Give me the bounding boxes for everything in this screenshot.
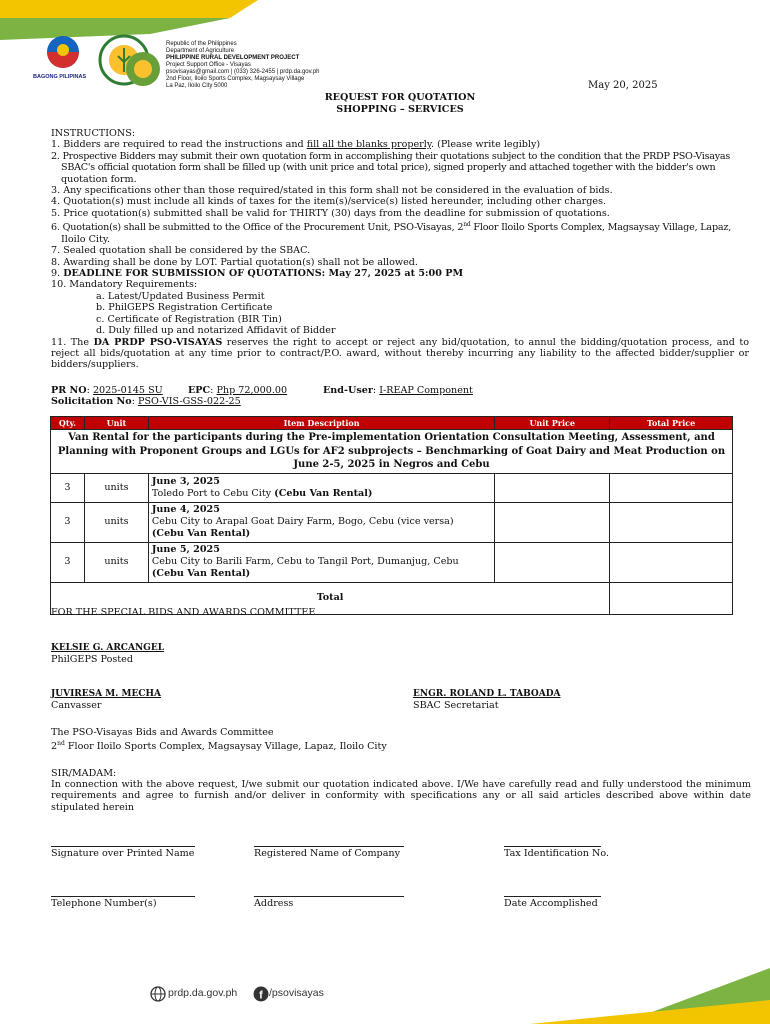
- end-user: End-User: I-REAP Component: [323, 385, 473, 396]
- total-label: Total: [51, 582, 610, 614]
- row-description: June 3, 2025 Toledo Port to Cebu City (Cebu Van Rental): [148, 473, 494, 502]
- svg-text:f: f: [259, 989, 263, 1002]
- lot-description: Van Rental for the participants during the Pre-implementation Orientation Consultation Meeting, Assessment, and Planning with Proponent Groups and LGUs for AF2 subprojects – Benchmarking of Goat Dairy and Meat Production on June 2-5, 2025 in Negros and Cebu: [51, 430, 733, 474]
- document-date: May 20, 2025: [588, 80, 658, 91]
- instruction-2-end: quotation form.: [61, 173, 137, 185]
- tin-field-label: Tax Identification No.: [504, 848, 610, 859]
- instruction-10: 10. Mandatory Requirements:: [51, 279, 198, 291]
- facebook-icon: [253, 986, 269, 1002]
- company-field-label: Registered Name of Company: [254, 848, 401, 859]
- requirement-item: c. Certificate of Registration (BIR Tin): [96, 313, 282, 325]
- signature-line[interactable]: [51, 846, 195, 847]
- signatory-name: KELSIE G. ARCANGEL: [51, 643, 165, 653]
- row-description: June 4, 2025 Cebu City to Arapal Goat Dairy Farm, Bogo, Cebu (vice versa) (Cebu Van Rental): [148, 502, 494, 542]
- row-qty: 3: [51, 542, 85, 582]
- tin-line[interactable]: [504, 846, 601, 847]
- col-qty: Qty.: [51, 417, 85, 430]
- requirement-item: a. Latest/Updated Business Permit: [96, 290, 265, 302]
- row-unit-price[interactable]: [495, 542, 610, 582]
- col-description: Item Description: [148, 417, 494, 430]
- table-row: [51, 473, 733, 502]
- row-total-price[interactable]: [610, 542, 733, 582]
- row-description: June 5, 2025 Cebu City to Barili Farm, Cebu to Tangil Port, Dumanjug, Cebu (Cebu Van Rental): [148, 542, 494, 582]
- solicitation-number: Solicitation No: PSO-VIS-GSS-022-25: [51, 396, 241, 407]
- instruction-2-cont: SBAC's official quotation form shall be filled up (with unit price and total price), signed properly and attached together with the bidder's own: [61, 162, 716, 174]
- row-qty: 3: [51, 473, 85, 502]
- signatory-name: JUVIRESA M. MECHA: [51, 689, 161, 699]
- row-unit: units: [84, 502, 148, 542]
- total-value[interactable]: [610, 582, 733, 614]
- row-unit-price[interactable]: [495, 473, 610, 502]
- col-unit: Unit: [84, 417, 148, 430]
- col-unit-price: Unit Price: [495, 417, 610, 430]
- instructions: [51, 128, 749, 371]
- instructions-heading: INSTRUCTIONS:: [51, 128, 136, 139]
- signatory-role: PhilGEPS Posted: [51, 654, 133, 665]
- bagong-pilipinas-logo: [33, 34, 93, 78]
- globe-icon: [150, 986, 166, 1002]
- epc: EPC: Php 72,000.00: [188, 385, 288, 396]
- row-qty: 3: [51, 502, 85, 542]
- prdp-logo: [117, 50, 169, 88]
- row-unit: units: [84, 542, 148, 582]
- recipient-address: The PSO-Visayas Bids and Awards Committee 2nd Floor Iloilo Sports Complex, Magsaysay Village, Lapaz, Iloilo City: [51, 727, 387, 753]
- instruction-8: 8. Awarding shall be done by LOT. Partial quotation(s) shall not be allowed.: [51, 256, 418, 268]
- signature-field-label: Signature over Printed Name: [51, 848, 195, 859]
- signatory-role: SBAC Secretariat: [413, 700, 499, 711]
- signatory-role: Canvasser: [51, 700, 102, 711]
- instruction-3: 3. Any specifications other than those required/stated in this form shall not be considered in the evaluation of bids.: [51, 185, 613, 197]
- col-total-price: Total Price: [610, 417, 733, 430]
- row-total-price[interactable]: [610, 502, 733, 542]
- bagong-pilipinas-text: BAGONG PILIPINAS: [33, 74, 87, 80]
- signatory-name: ENGR. ROLAND L. TABOADA: [413, 689, 561, 699]
- date-field-label: Date Accomplished: [504, 898, 598, 909]
- row-unit: units: [84, 473, 148, 502]
- instruction-2: 2. Prospective Bidders may submit their own quotation form in accomplishing their quotations subject to the condition that the PRDP PSO-Visayas: [51, 150, 731, 162]
- address-field-label: Address: [254, 898, 294, 909]
- bottom-right-corner-decoration: [530, 960, 770, 1024]
- telephone-field-label: Telephone Number(s): [51, 898, 157, 909]
- table-header-row: [51, 417, 733, 430]
- instruction-7: 7. Sealed quotation shall be considered by the SBAC.: [51, 245, 311, 257]
- pr-number: PR NO: 2025-0145 SU: [51, 385, 163, 396]
- address-line[interactable]: [254, 896, 404, 897]
- salutation: SIR/MADAM:: [51, 768, 117, 779]
- items-table: [50, 416, 733, 615]
- agency-header: Republic of the Philippines Department of Agriculture PHILIPPINE RURAL DEVELOPMENT PROJECT Project Support Office - Visayas psovisayas@gmail.com | (033) 326-2455 | prdp.da.gov.ph 2nd Floor, Iloilo Sports Complex, Magsaysay Village La Paz, Iloilo City 5000: [166, 41, 320, 89]
- committee-label: FOR THE SPECIAL BIDS AND AWARDS COMMITTEE: [51, 607, 316, 618]
- page-subtitle: SHOPPING – SERVICES: [336, 104, 464, 115]
- lot-row: [51, 430, 733, 474]
- footer-website[interactable]: prdp.da.gov.ph: [168, 987, 238, 999]
- instruction-5: 5. Price quotation(s) submitted shall be valid for THIRTY (30) days from the deadline for submission of quotations.: [51, 207, 610, 219]
- date-line[interactable]: [504, 896, 601, 897]
- instruction-6-cont: Iloilo City.: [61, 233, 111, 245]
- row-unit-price[interactable]: [495, 502, 610, 542]
- requirement-item: b. PhilGEPS Registration Certificate: [96, 302, 273, 314]
- table-row: [51, 542, 733, 582]
- instruction-6: 6. Quotation(s) shall be submitted to the Office of the Procurement Unit, PSO-Visayas, 2nd Floor Iloilo Sports Complex, Magsaysay Village, Lapaz,: [51, 221, 732, 234]
- company-line[interactable]: [254, 846, 404, 847]
- table-row: [51, 502, 733, 542]
- instruction-11: 11. The DA PRDP PSO-VISAYAS reserves the right to accept or reject any bid/quotation, to annul the bidding/quotation process, and to reject all bids/quotation at any time prior to contract/P.O. award, without thereby incurring any liability to the affected bidder/supplier or bidders/suppliers.: [51, 336, 749, 371]
- telephone-line[interactable]: [51, 896, 195, 897]
- footer-social[interactable]: /psovisayas: [269, 987, 324, 999]
- page-title: REQUEST FOR QUOTATION: [324, 92, 476, 103]
- letter-body: In connection with the above request, I/we submit our quotation indicated above. I/We have carefully read and fully understood the minimum requirements and agree to furnish and/or deliver in conformity with specifications any or all said articles described above within date stipulated herein: [51, 779, 751, 813]
- instruction-1: 1. Bidders are required to read the instructions and fill all the blanks properly. (Please write legibly): [51, 139, 541, 151]
- row-total-price[interactable]: [610, 473, 733, 502]
- requirement-item: d. Duly filled up and notarized Affidavit of Bidder: [96, 325, 336, 337]
- instruction-4: 4. Quotation(s) must include all kinds of taxes for the item(s)/service(s) listed hereunder, including other charges.: [51, 196, 607, 208]
- instruction-9: 9. DEADLINE FOR SUBMISSION OF QUOTATIONS: May 27, 2025 at 5:00 PM: [51, 268, 464, 280]
